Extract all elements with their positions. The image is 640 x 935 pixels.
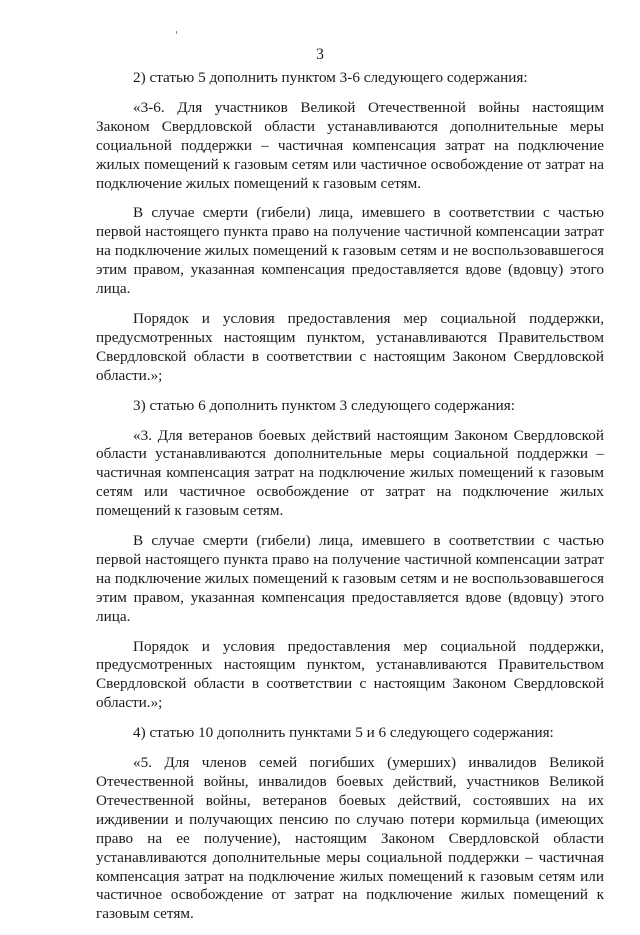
paragraph-item-5: «5. Для членов семей погибших (умерших) инвалидов Великой Отечественной войны, инвалидов боевых действий, участников Великой Отечественной войны, ветеранов боевых действий, состоявших на их иждивении и получающих пенсию по случаю потери кормильца (имеющих право на ее получение), настоящим Законом Свердловской области устанавливаются дополнительные меры социальной поддержки – частичная компенсация затрат на подключение жилых помещений к газовым сетям или частичное освобождение от затрат на подключение жилых помещений к газовым сетям.	[96, 754, 604, 923]
page-number: 3	[316, 46, 324, 63]
paragraph-amend-article-10: 4) статью 10 дополнить пунктами 5 и 6 следующего содержания:	[133, 724, 554, 742]
paragraph-item-3-6: «3-6. Для участников Великой Отечественной войны настоящим Законом Свердловской области устанавливаются дополнительные меры социальной поддержки – частичная компенсация затрат на подключение жилых помещений к газовым сетям или частичное освобождение от затрат на подключение жилых помещений к газовым сетям.	[96, 98, 604, 192]
paragraph-item-3-6-procedure: Порядок и условия предоставления мер социальной поддержки, предусмотренных настоящим пунктом, устанавливаются Правительством Свердловской области в соответствии с настоящим Законом Свердловской области.»;	[96, 309, 604, 384]
document-body	[96, 69, 604, 935]
paragraph-item-3: «3. Для ветеранов боевых действий настоящим Законом Свердловской области устанавливаются дополнительные меры социальной поддержки – частичная компенсация затрат на подключение жилых помещений к газовым сетям или частичное освобождение от затрат на подключение жилых помещений к газовым сетям.	[96, 426, 604, 520]
paragraph-item-3-death-case: В случае смерти (гибели) лица, имевшего в соответствии с частью первой настоящего пункта право на получение частичной компенсации затрат на подключение жилых помещений к газовым сетям и не воспользовавшегося этим правом, указанная компенсация предоставляется вдове (вдовцу) этого лица.	[96, 532, 604, 625]
paragraph-item-3-6-death-case: В случае смерти (гибели) лица, имевшего в соответствии с частью первой настоящего пункта право на получение частичной компенсации затрат на подключение жилых помещений к газовым сетям и не воспользовавшегося этим правом, указанная компенсация предоставляется вдове (вдовцу) этого лица.	[96, 204, 604, 298]
scan-speck	[176, 31, 177, 34]
paragraph-amend-article-5: 2) статью 5 дополнить пунктом 3-6 следующего содержания:	[133, 69, 528, 86]
paragraph-amend-article-6: 3) статью 6 дополнить пунктом 3 следующего содержания:	[133, 396, 515, 414]
paragraph-item-3-procedure: Порядок и условия предоставления мер социальной поддержки, предусмотренных настоящим пунктом, устанавливаются Правительством Свердловской области в соответствии с настоящим Законом Свердловской области.»;	[96, 637, 604, 712]
